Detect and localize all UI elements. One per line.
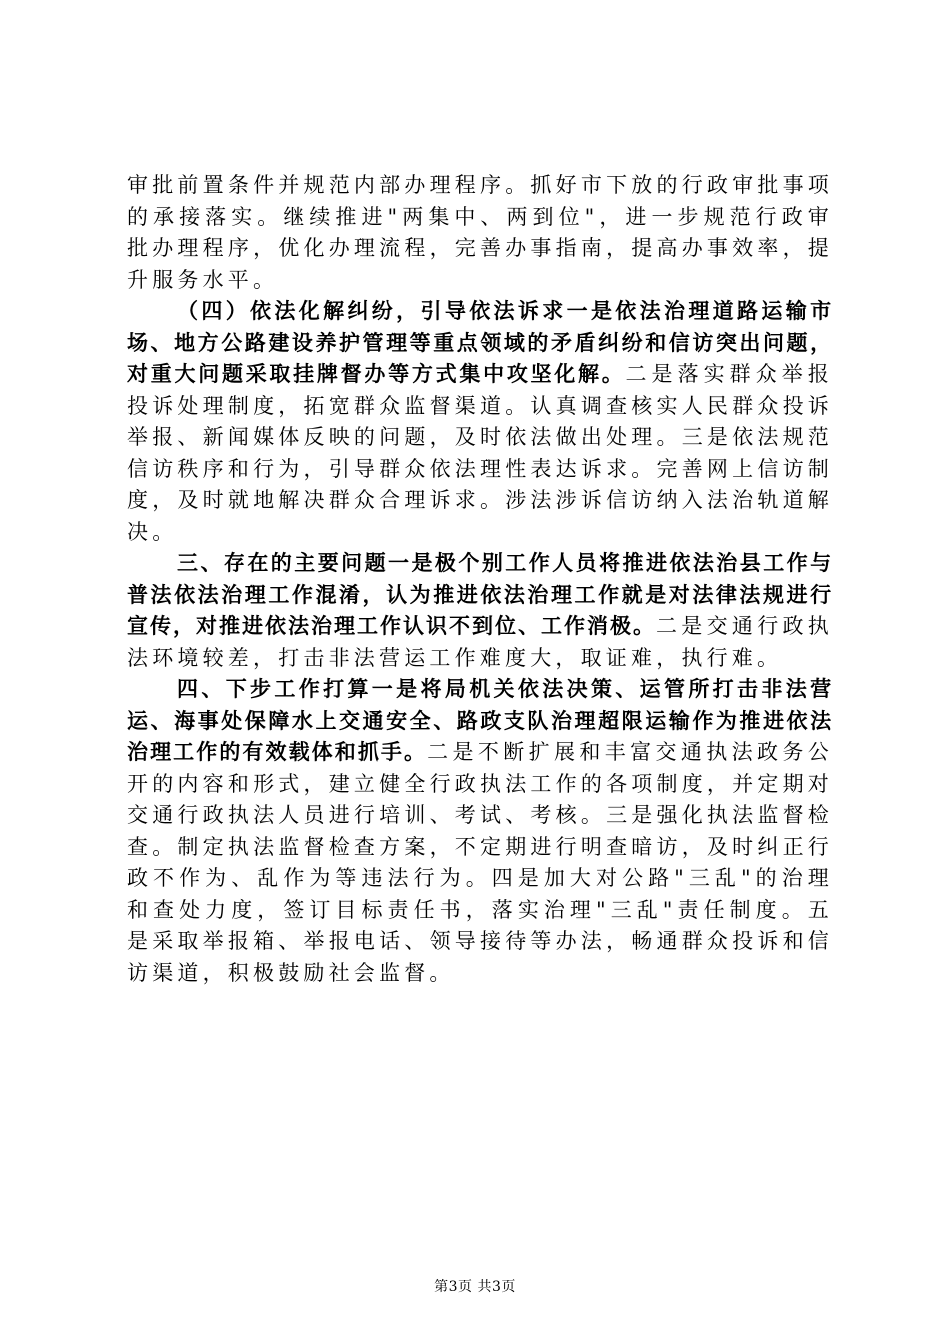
paragraph-lead: 三、存在的主要问题一是极个别工作人员将推进依法治县工作与普法依法治理工作混淆，认为推进依法治理工作就是对法律法规进行宣传，对推进依法治理工作认识不到位、工作消极。 bbox=[127, 551, 833, 638]
paragraph-main-problems bbox=[127, 548, 833, 674]
paragraph-text: 二是落实群众举报投诉处理制度，拓宽群众监督渠道。认真调查核实人民群众投诉举报、新闻媒体反映的问题，及时依法做出处理。三是依法规范信访秩序和行为，引导群众依法理性表达诉求。完善网上信访制度，及时就地解决群众合理诉求。涉法涉诉信访纳入法治轨道解决。 bbox=[127, 362, 833, 544]
paragraph-continuation bbox=[127, 170, 833, 296]
paragraph-resolve-disputes bbox=[127, 296, 833, 548]
paragraph-text: 二是不断扩展和丰富交通执法政务公开的内容和形式，建立健全行政执法工作的各项制度，并定期对交通行政执法人员进行培训、考试、考核。三是强化执法监督检查。制定执法监督检查方案，不定期进行明查暗访，及时纠正行政不作为、乱作为等违法行为。四是加大对公路"三乱"的治理和查处力度，签订目标责任书，落实治理"三乱"责任制度。五是采取举报箱、举报电话、领导接待等办法，畅通群众投诉和信访渠道，积极鼓励社会监督。 bbox=[127, 740, 834, 985]
document-body bbox=[127, 170, 833, 989]
paragraph-lead: 四、下步工作打算一是将局机关依法决策、运管所打击非法营运、海事处保障水上交通安全、路政支队治理超限运输作为推进依法治理工作的有效载体和抓手。 bbox=[127, 677, 833, 764]
paragraph-lead: （四）依法化解纠纷，引导依法诉求一是依法治理道路运输市场、地方公路建设养护管理等重点领域的矛盾纠纷和信访突出问题，对重大问题采取挂牌督办等方式集中攻坚化解。 bbox=[127, 299, 833, 386]
paragraph-next-steps bbox=[127, 674, 833, 989]
paragraph-text: 二是交通行政执法环境较差，打击非法营运工作难度大，取证难，执行难。 bbox=[127, 614, 833, 670]
paragraph-text: 审批前置条件并规范内部办理程序。抓好市下放的行政审批事项的承接落实。继续推进"两集中、两到位"，进一步规范行政审批办理程序，优化办理流程，完善办事指南，提高办事效率，提升服务水平。 bbox=[127, 173, 833, 292]
page-number-footer: 第3页 共3页 bbox=[434, 1279, 516, 1295]
